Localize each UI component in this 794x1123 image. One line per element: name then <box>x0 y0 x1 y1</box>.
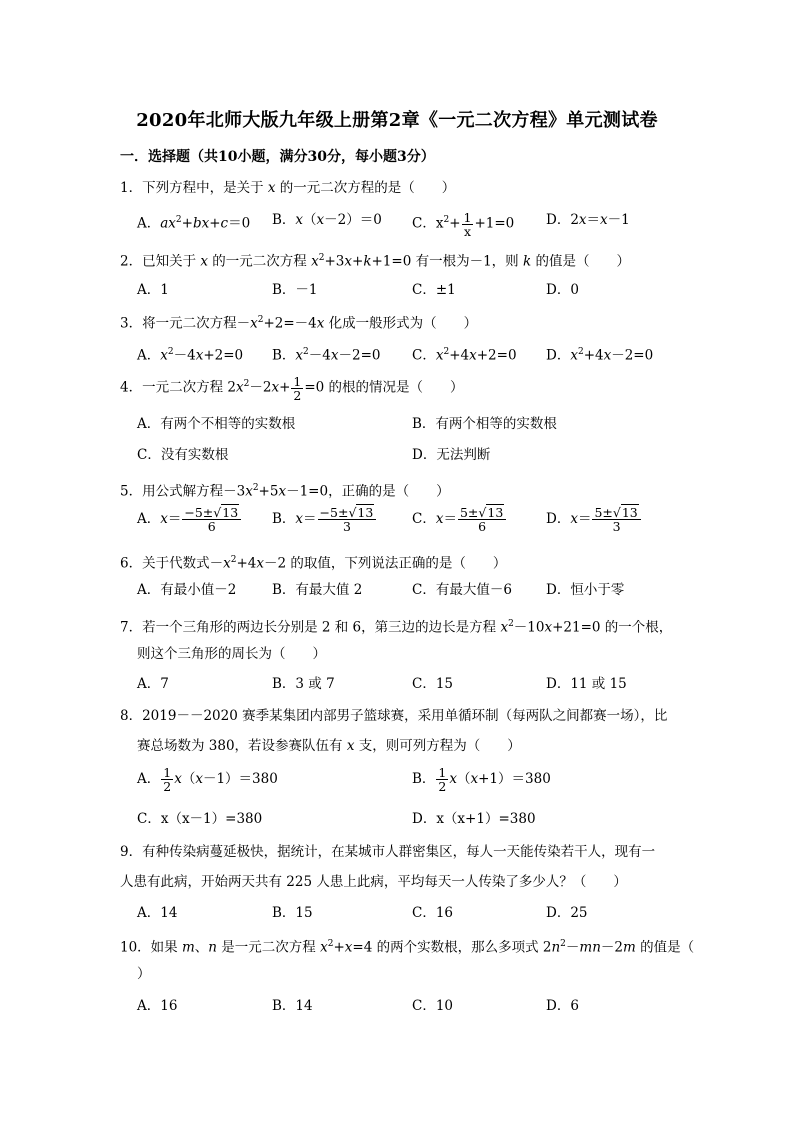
question-5-stem: 5．用公式解方程$-3x^2+5x-1=0$，正确的是（ ） <box>120 483 450 500</box>
page-title: 2020年北师大版九年级上册第2章《一元二次方程》单元测试卷 <box>136 110 658 131</box>
question-8-options-row2 <box>0 807 794 831</box>
q6-option-b[interactable]: B．有最大值 2 <box>272 582 363 598</box>
question-1-stem: 1．下列方程中，是关于 x 的一元二次方程的是（ ） <box>120 180 456 196</box>
q3-option-d[interactable]: D．$x^2+4x-2=0$ <box>546 347 654 364</box>
q1-option-a[interactable]: A．$ax^2+bx+c=0$ <box>137 215 251 232</box>
q4-option-d[interactable]: D．无法判断 <box>412 447 491 463</box>
q4-option-c[interactable]: C．没有实数根 <box>137 447 229 463</box>
q1-option-d[interactable]: D．2x＝x－1 <box>546 212 630 228</box>
section-heading: 一．选择题（共10小题，满分30分，每小题3分） <box>120 149 435 165</box>
q2-option-b[interactable]: B．－1 <box>272 282 318 298</box>
q9-option-a[interactable]: A．14 <box>137 905 178 921</box>
question-7-options <box>0 672 794 696</box>
question-10-line2: ） <box>137 966 151 982</box>
q8-option-a[interactable]: A． $\frac{1}{2}$ x（x－1）＝380 <box>137 765 278 794</box>
q6-option-a[interactable]: A．有最小值－2 <box>137 582 237 598</box>
q3-option-c[interactable]: C．$x^2+4x+2=0$ <box>412 347 517 364</box>
question-2-options <box>0 278 794 302</box>
question-6-stem: 6．关于代数式$-x^2+4x-2$ 的取值，下列说法正确的是（ ） <box>120 555 507 572</box>
question-4-options-row1 <box>0 412 794 436</box>
q9-option-d[interactable]: D．25 <box>546 905 588 921</box>
q1-option-c[interactable]: C．$x^2+$ $\frac{1}{x}$ +1=0 <box>412 209 515 239</box>
question-6-options <box>0 578 794 602</box>
q5-option-c[interactable]: C．x＝ $\frac{5\pm√13}{6}$ <box>412 506 507 533</box>
q10-option-c[interactable]: C．10 <box>412 998 454 1014</box>
q8-option-b[interactable]: B． $\frac{1}{2}$ x（x+1）＝380 <box>412 765 551 794</box>
q6-option-d[interactable]: D．恒小于零 <box>546 582 625 598</box>
question-7-line1: 7．若一个三角形的两边长分别是 2 和 6，第三边的边长是方程 $x^2-10x+21=0$ 的一个根， <box>120 619 673 636</box>
question-8-line1: 8．2019－－2020 赛季某集团内部男子篮球赛，采用单循环制（每两队之间都赛一场），比 <box>120 708 668 724</box>
q3-option-a[interactable]: A．$x^2-4x+2=0$ <box>137 347 244 364</box>
q2-option-d[interactable]: D．0 <box>546 282 579 298</box>
question-9-options <box>0 901 794 925</box>
question-3-stem: 3．将一元二次方程$-x^2+2=-4x$ 化成一般形式为（ ） <box>120 315 478 332</box>
q2-option-c[interactable]: C．±1 <box>412 282 456 298</box>
q10-option-b[interactable]: B．14 <box>272 998 313 1014</box>
q10-option-a[interactable]: A．16 <box>137 998 178 1014</box>
question-4-options-row2 <box>0 443 794 467</box>
q5-option-b[interactable]: B．x＝ $\frac{-5\pm√13}{3}$ <box>272 506 377 533</box>
question-8-line2: 赛总场数为 380，若设参赛队伍有 x 支，则可列方程为（ ） <box>137 738 521 754</box>
question-8-options-row1 <box>0 766 794 800</box>
q9-option-b[interactable]: B．15 <box>272 905 313 921</box>
q7-option-b[interactable]: B．3 或 7 <box>272 676 335 692</box>
q3-option-b[interactable]: B．$x^2-4x-2=0$ <box>272 347 381 364</box>
question-3-options <box>0 340 794 364</box>
question-1-options <box>0 208 794 239</box>
q9-option-c[interactable]: C．16 <box>412 905 454 921</box>
q2-option-a[interactable]: A．1 <box>137 282 169 298</box>
q7-option-d[interactable]: D．11 或 15 <box>546 676 627 692</box>
question-10-line1: 10．如果 m、n 是一元二次方程 $x^2+x=4$ 的两个实数根，那么多项式 $2n^2-mn-2m$ 的值是（ <box>120 939 695 956</box>
question-10-options <box>0 994 794 1018</box>
question-7-line2: 则这个三角形的周长为（ ） <box>137 646 326 662</box>
q7-option-a[interactable]: A．7 <box>137 676 169 692</box>
q8-option-c[interactable]: C．x（x－1）=380 <box>137 811 263 827</box>
q1-option-b[interactable]: B．x（x－2）＝0 <box>272 212 382 228</box>
q6-option-c[interactable]: C．有最大值－6 <box>412 582 512 598</box>
question-5-options <box>0 506 794 540</box>
q8-option-d[interactable]: D．x（x+1）=380 <box>412 811 536 827</box>
q5-option-a[interactable]: A．x＝ $\frac{-5\pm√13}{6}$ <box>137 506 242 533</box>
q4-option-b[interactable]: B．有两个相等的实数根 <box>412 416 557 432</box>
q4-option-a[interactable]: A．有两个不相等的实数根 <box>137 416 296 432</box>
question-9-line2: 人患有此病，开始两天共有 225 人患上此病，平均每天一人传染了多少人？（ ） <box>120 874 627 890</box>
question-9-line1: 9．有种传染病蔓延极快，据统计，在某城市人群密集区，每人一天能传染若干人，现有一 <box>120 844 656 860</box>
q5-option-d[interactable]: D．x＝ $\frac{5\pm√13}{3}$ <box>546 506 642 533</box>
question-2-stem: 2．已知关于 x 的一元二次方程 $x^2+3x+k+1=0$ 有一根为－1，则 k 的值是（ ） <box>120 253 630 270</box>
q10-option-d[interactable]: D．6 <box>546 998 579 1014</box>
q7-option-c[interactable]: C．15 <box>412 676 454 692</box>
question-4-stem: 4．一元二次方程 $2x^2-2x+$ $\frac{1}{2}$ =0 的根的情况是（ ） <box>120 373 464 403</box>
